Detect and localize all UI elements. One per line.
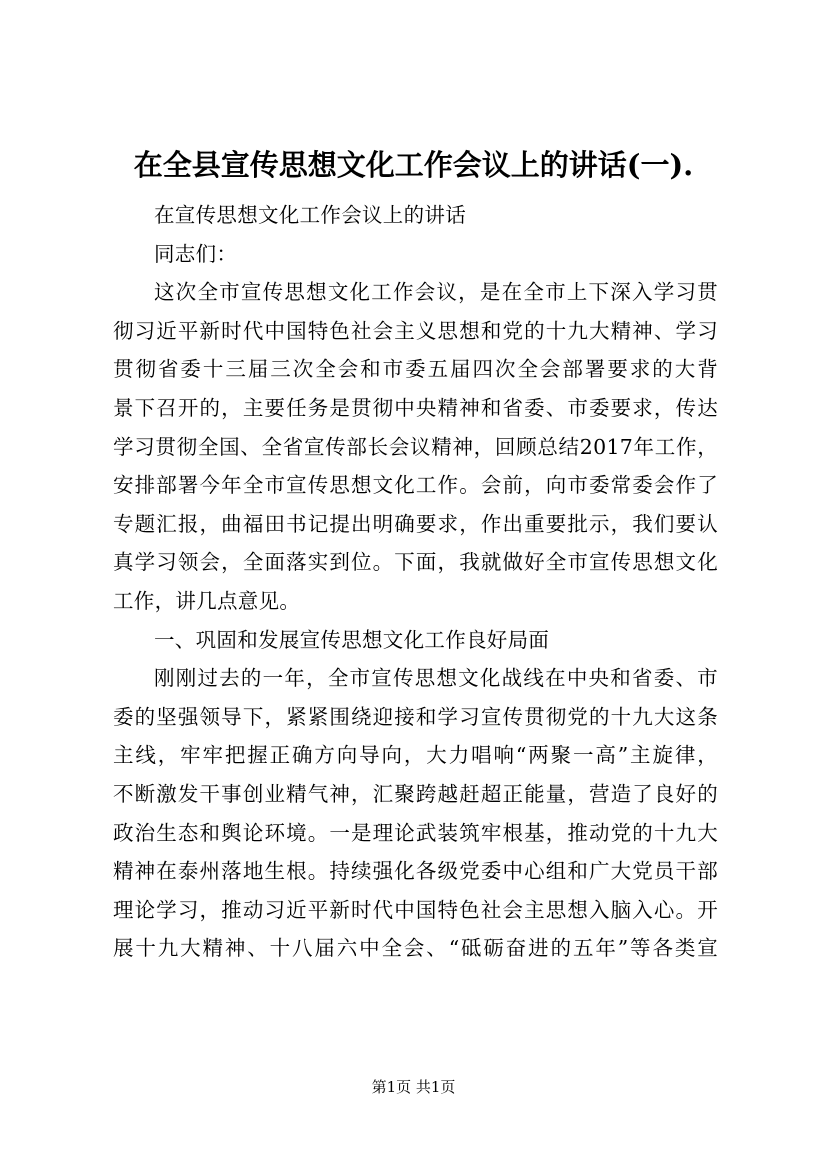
text-line: 主线，牢牢把握正确方向导向，大力唱响“两聚一高”主旋律， [113, 743, 718, 768]
text-line: 理论学习，推动习近平新时代中国特色社会主思想入脑入心。开 [113, 897, 718, 922]
text-line: 景下召开的，主要任务是贯彻中央精神和省委、市委要求，传达 [113, 395, 718, 420]
text-line: 工作，讲几点意见。 [113, 588, 301, 613]
text-line: 彻习近平新时代中国特色社会主义思想和党的十九大精神、学习 [113, 318, 718, 343]
text-line: 同志们： [154, 241, 238, 266]
text-line: 这次全市宣传思想文化工作会议，是在全市上下深入学习贯 [154, 280, 718, 305]
document-title: 在全县宣传思想文化工作会议上的讲话(一). [133, 148, 694, 182]
text-line: 刚刚过去的一年，全市宣传思想文化战线在中央和省委、市 [154, 666, 718, 691]
text-line: 专题汇报，曲福田书记提出明确要求，作出重要批示，我们要认 [113, 511, 718, 536]
text-line: 安排部署今年全市宣传思想文化工作。会前，向市委常委会作了 [113, 473, 718, 498]
document-body [113, 196, 718, 968]
text-line: 政治生态和舆论环境。一是理论武装筑牢根基，推动党的十九大 [113, 820, 718, 845]
text-line: 贯彻省委十三届三次全会和市委五届四次全会部署要求的大背 [113, 357, 718, 382]
text-line: 学习贯彻全国、全省宣传部长会议精神，回顾总结2017年工作， [113, 434, 718, 459]
text-line: 委的坚强领导下，紧紧围绕迎接和学习宣传贯彻党的十九大这条 [113, 704, 718, 729]
text-line: 精神在泰州落地生根。持续强化各级党委中心组和广大党员干部 [113, 859, 718, 884]
text-line: 一、巩固和发展宣传思想文化工作良好局面 [154, 627, 550, 652]
text-line: 展十九大精神、十八届六中全会、“砥砺奋进的五年”等各类宣 [113, 936, 718, 961]
text-line: 不断激发干事创业精气神，汇聚跨越赶超正能量，营造了良好的 [113, 781, 718, 806]
text-line: 真学习领会，全面落实到位。下面，我就做好全市宣传思想文化 [113, 550, 718, 575]
page-footer: 第1页 共1页 [371, 1078, 456, 1096]
text-line: 在宣传思想文化工作会议上的讲话 [154, 203, 466, 227]
